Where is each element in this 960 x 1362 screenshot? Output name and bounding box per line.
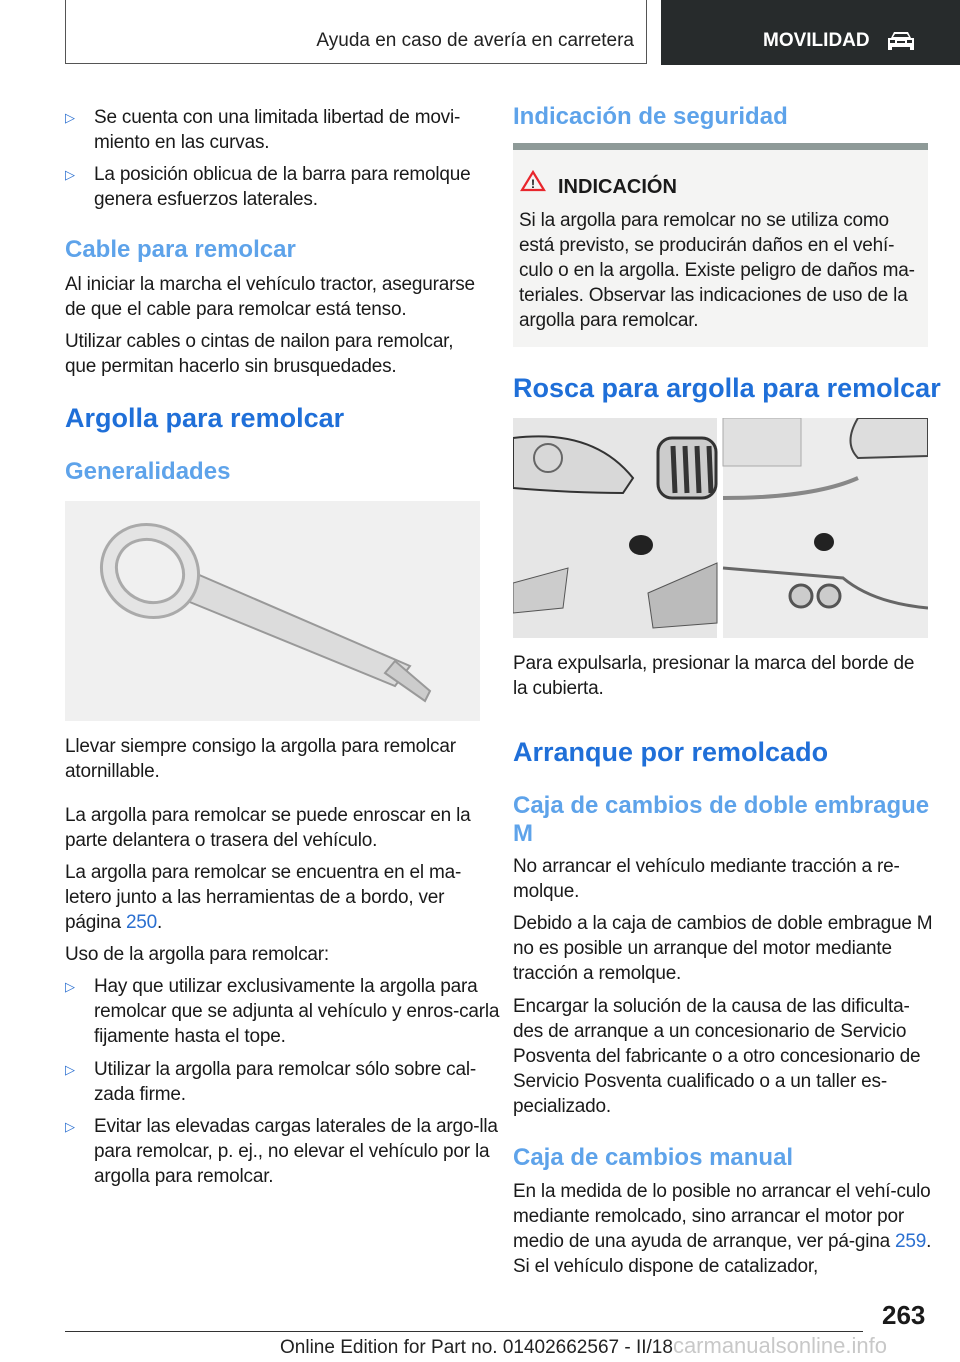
heading-rosca: Rosca para argolla para remolcar — [513, 373, 941, 403]
header-chapter — [661, 0, 960, 65]
list-item — [65, 162, 514, 212]
page-number: 263 — [882, 1300, 926, 1330]
paragraph-text: La argolla para remolcar se encuentra en el ma-letero junto a las herramientas de a bordo, ver página — [65, 862, 462, 933]
tow-hook-image — [65, 501, 480, 721]
paragraph: Llevar siempre consigo la argolla para remolcar atornillable. — [65, 736, 456, 782]
paragraph: Al iniciar la marcha el vehículo tractor, asegurarse de que el cable para remolcar está tenso. — [65, 274, 475, 320]
edition-text: Online Edition for Part no. 01402662567 - II/18 — [280, 1337, 673, 1358]
heading-argolla: Argolla para remolcar — [65, 403, 345, 433]
page-link-250[interactable]: 250 — [125, 912, 158, 933]
paragraph-text: . — [157, 912, 163, 933]
heading-generalidades: Generalidades — [65, 458, 231, 485]
list-item-text: La posición oblicua de la barra para remolque genera esfuerzos laterales. — [94, 164, 471, 210]
car-icon — [885, 29, 917, 53]
paragraph: No arrancar el vehículo mediante tracción a re-molque. — [513, 856, 900, 902]
heading-manual: Caja de cambios manual — [513, 1144, 794, 1171]
list-item-text: Evitar las elevadas cargas laterales de la argo-lla para remolcar, p. ej., no elevar el vehículo por la argolla para remolcar. — [94, 1116, 498, 1187]
paragraph: Debido a la caja de cambios de doble embrague M no es posible un arranque del motor mediante tracción a remolque. — [513, 913, 933, 984]
warning-triangle-icon — [520, 170, 546, 192]
header-section — [65, 0, 647, 64]
paragraph-text: . Si el vehículo dispone de catalizador, — [513, 1231, 932, 1277]
tow-thread-image — [513, 418, 928, 638]
list-item — [65, 105, 514, 155]
heading-seguridad: Indicación de seguridad — [513, 103, 788, 130]
note-title: INDICACIÓN — [558, 176, 677, 198]
bullet-triangle-icon: ▷ — [65, 1062, 75, 1077]
note-text: Si la argolla para remolcar no se utiliza como está previsto, se producirán daños en el vehí-culo o en la argolla. Existe peligro de daños ma-teriales. Observar las indicaciones de uso de la argolla para remolcar. — [519, 210, 915, 331]
list-item — [65, 1057, 514, 1107]
paragraph: Para expulsarla, presionar la marca del borde de la cubierta. — [513, 653, 915, 699]
heading-cable: Cable para remolcar — [65, 236, 296, 263]
section-title: Ayuda en caso de avería en carretera — [316, 30, 634, 51]
warning-note — [513, 143, 928, 347]
list-item-text: Hay que utilizar exclusivamente la argolla para remolcar que se adjunta al vehículo y enros-carla fijamente hasta el tope. — [94, 976, 500, 1047]
page-link-259[interactable]: 259 — [895, 1231, 927, 1252]
paragraph: Encargar la solución de la causa de las dificulta-des de arranque a un concesionario de Servicio Posventa del fabricante o a otro concesionario de Servicio Posventa cualificado o a un taller es-pecializado. — [513, 996, 921, 1117]
svg-text:!: ! — [531, 177, 535, 191]
paragraph — [65, 860, 485, 935]
bullet-triangle-icon: ▷ — [65, 1119, 75, 1134]
list-item-text: Se cuenta con una limitada libertad de movi-miento en las curvas. — [94, 107, 461, 153]
footer-divider — [65, 1331, 863, 1332]
list-item — [65, 1114, 514, 1189]
paragraph: Utilizar cables o cintas de nailon para remolcar, que permitan hacerlo sin brusquedades. — [65, 331, 454, 377]
list-item-text: Utilizar la argolla para remolcar sólo sobre cal-zada firme. — [94, 1059, 476, 1105]
paragraph-text: En la medida de lo posible no arrancar el vehí-culo mediante remolcado, sino arrancar el motor por medio de una ayuda de arranque, ver pá-gina — [513, 1181, 931, 1252]
list-item — [65, 974, 514, 1049]
paragraph: La argolla para remolcar se puede enroscar en la parte delantera o trasera del vehículo. — [65, 805, 471, 851]
paragraph: Uso de la argolla para remolcar: — [65, 944, 329, 965]
paragraph — [513, 1179, 933, 1279]
heading-arranque: Arranque por remolcado — [513, 737, 829, 767]
bullet-triangle-icon: ▷ — [65, 167, 75, 182]
footer — [280, 1333, 887, 1359]
chapter-title: MOVILIDAD — [763, 30, 870, 51]
heading-doble-embrague: Caja de cambios de doble embrague M — [513, 792, 930, 847]
bullet-triangle-icon: ▷ — [65, 110, 75, 125]
watermark: carmanualsonline.info — [672, 1333, 887, 1358]
bullet-triangle-icon: ▷ — [65, 979, 75, 994]
